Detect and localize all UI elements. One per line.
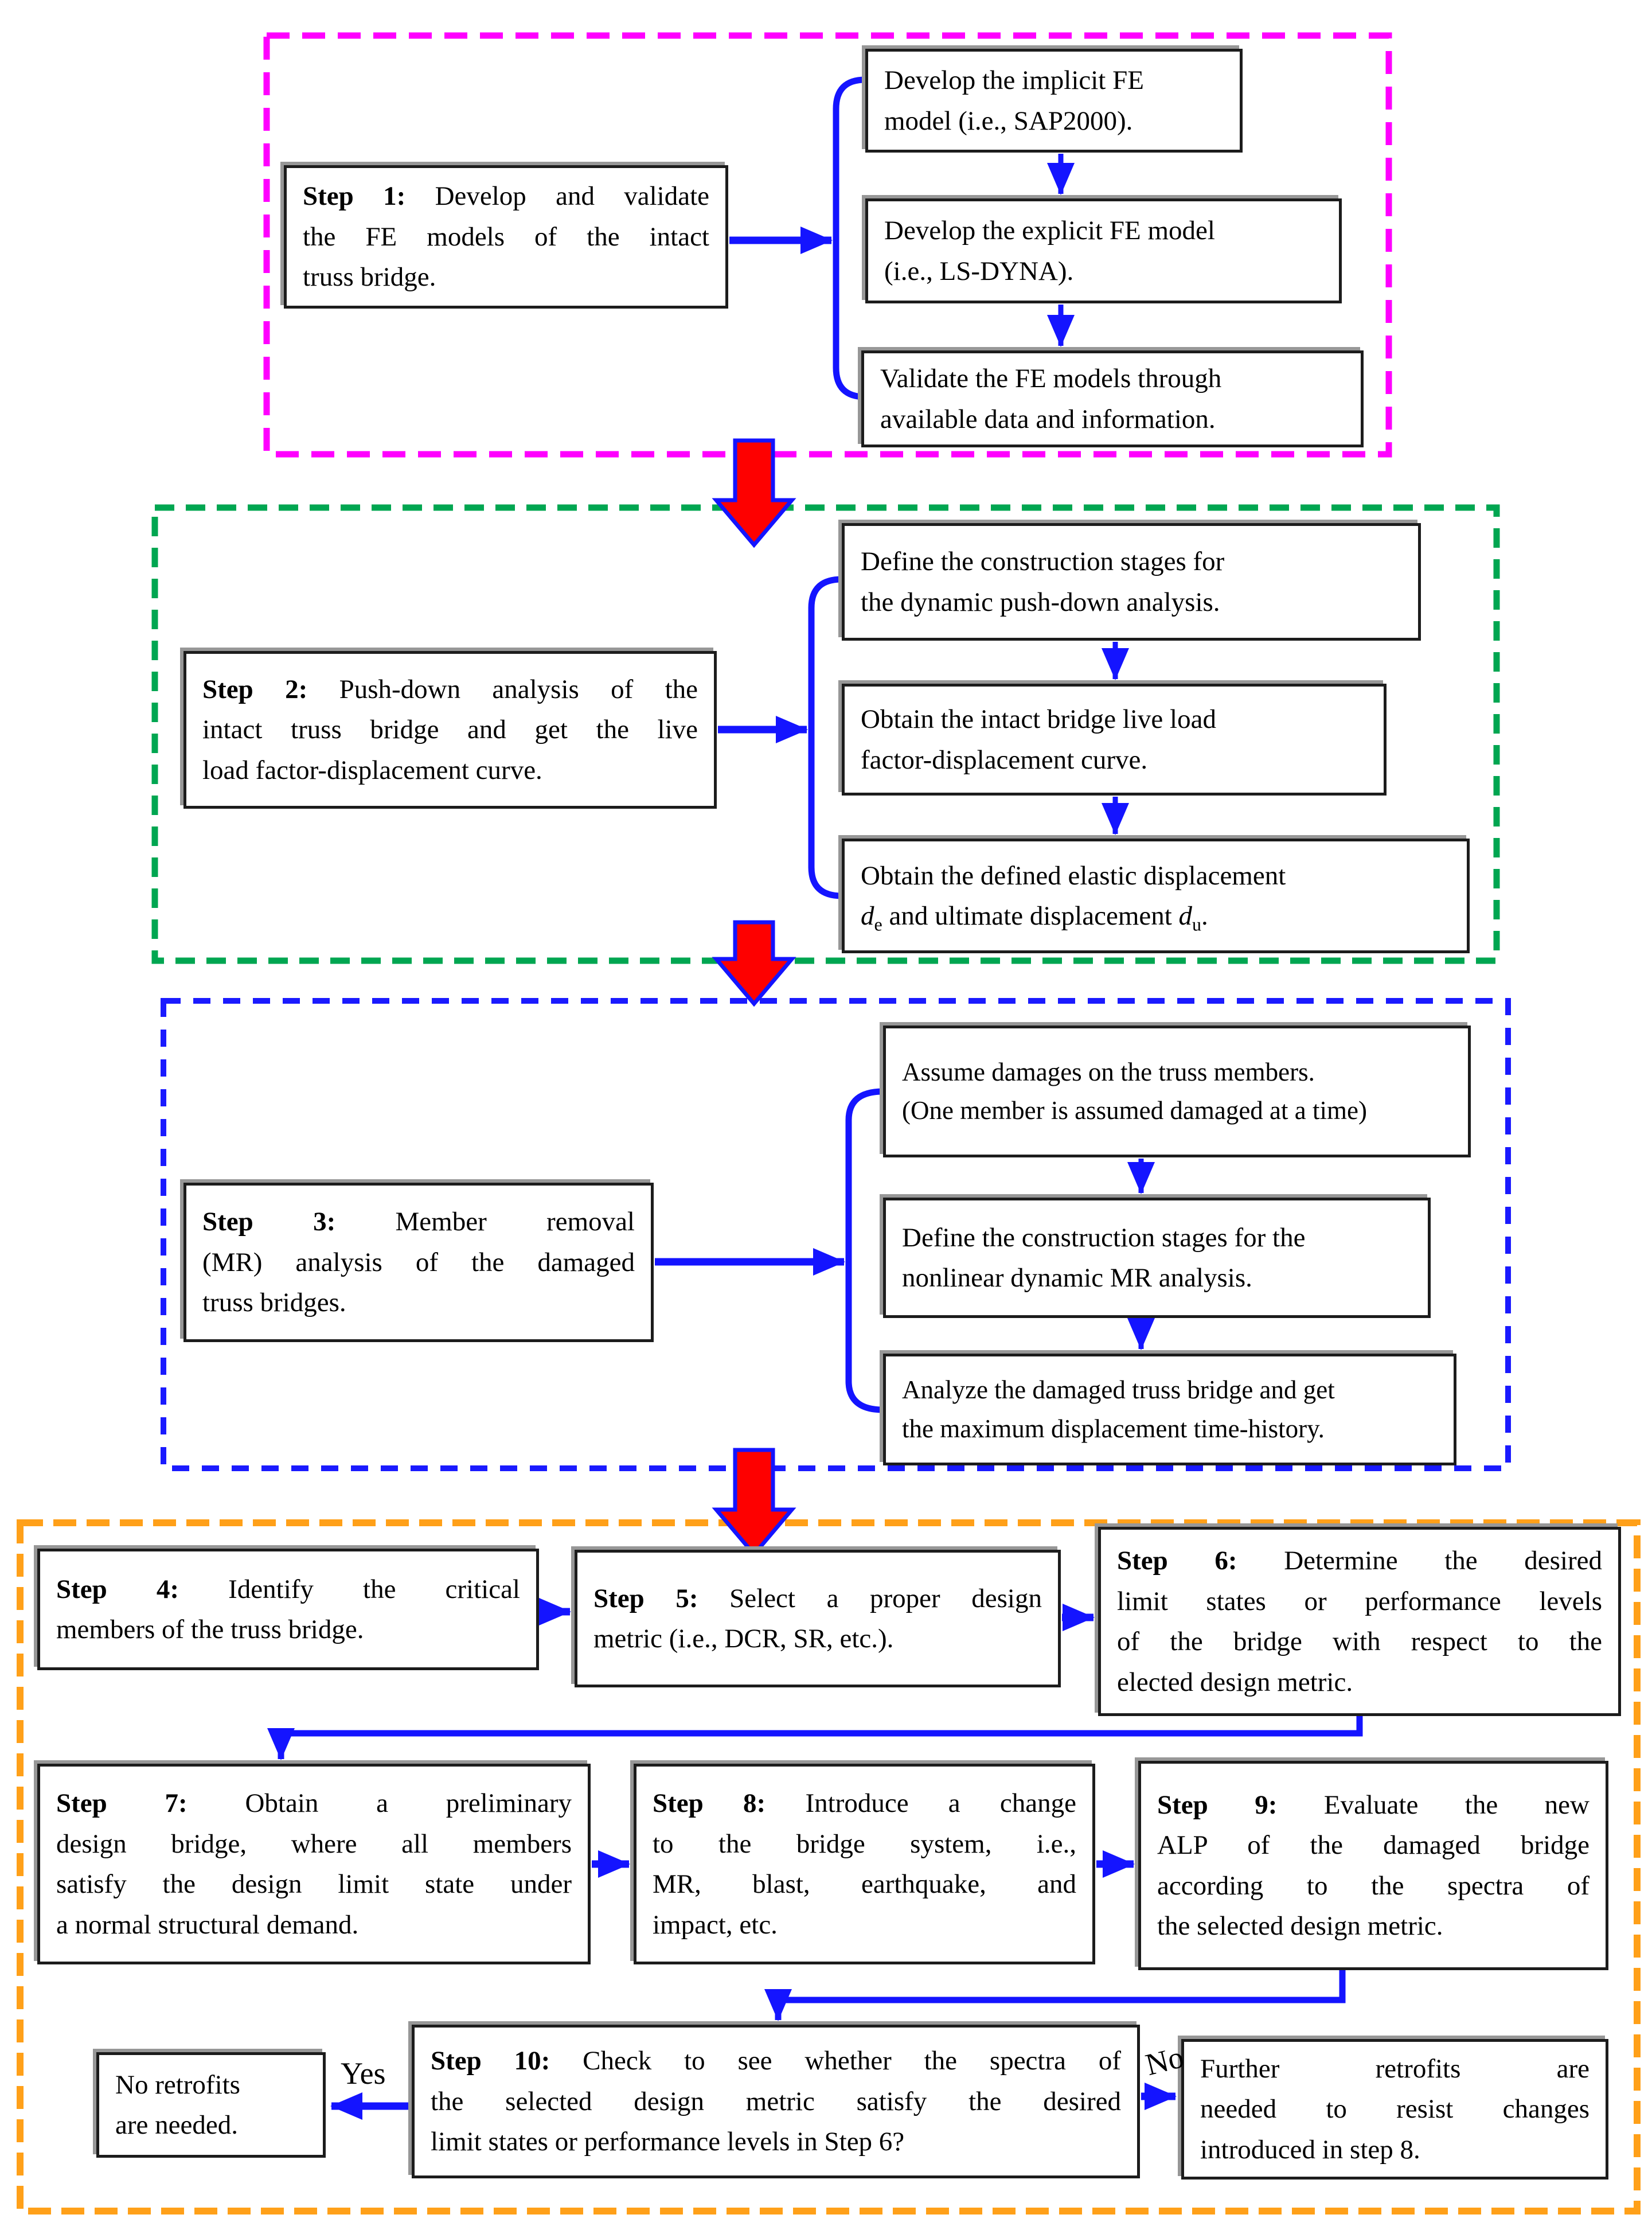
step8-box: Step 8: Introduce a change to the bridge system, i.e., MR, blast, earthquake, and impact, etc. <box>634 1764 1095 1964</box>
step4-box: Step 4: Identify the critical members of the truss bridge. <box>37 1549 539 1670</box>
displacement-symbols-line: $d_e$ and ultimate displacement $d_u$. <box>861 901 1208 935</box>
no-label: No <box>1142 2039 1188 2083</box>
step7-label: Step 7: <box>56 1788 188 1818</box>
red-arrow-section3-section4 <box>716 1450 792 1554</box>
step1-box: Step 1: Develop and validate the FE models of the intact truss bridge. <box>284 165 728 309</box>
step8-label: Step 8: <box>653 1788 766 1818</box>
step9-label: Step 9: <box>1157 1789 1278 1820</box>
step3-label: Step 3: <box>202 1207 336 1237</box>
connector-step9-step10 <box>778 1970 1342 2020</box>
develop-explicit-fe-box: Develop the explicit FE model (i.e., LS-DYNA). <box>865 198 1342 303</box>
obtain-displacements-box: Obtain the defined elastic displacement $d_e$ and ultimate displacement $d_u$. <box>842 839 1470 953</box>
validate-fe-models-box: Validate the FE models through available data and information. <box>861 350 1364 447</box>
step3-box: Step 3: Member removal (MR) analysis of the damaged truss bridges. <box>183 1183 654 1342</box>
define-mr-stages-box: Define the construction stages for the nonlinear dynamic MR analysis. <box>883 1198 1431 1318</box>
step7-box: Step 7: Obtain a preliminary design bridge, where all members satisfy the design limit state under a normal structural demand. <box>37 1764 591 1964</box>
define-pushdown-stages-box: Define the construction stages for the dynamic push-down analysis. <box>842 523 1421 641</box>
step6-box: Step 6: Determine the desired limit states or performance levels of the bridge with respect to the elected design metric. <box>1098 1527 1621 1716</box>
connector-step6-step7 <box>281 1716 1360 1759</box>
step4-label: Step 4: <box>56 1574 179 1604</box>
section3-bracket <box>849 1091 883 1410</box>
step9-box: Step 9: Evaluate the new ALP of the damaged bridge according to the spectra of the selected design metric. <box>1138 1761 1608 1970</box>
step5-box: Step 5: Select a proper design metric (i.e., DCR, SR, etc.). <box>575 1550 1061 1687</box>
step10-box: Step 10: Check to see whether the spectra of the selected design metric satisfy the desired limit states or performance levels in Step 6? <box>412 2025 1140 2178</box>
further-retrofits-box: Further retrofits are needed to resist changes introduced in step 8. <box>1181 2039 1608 2180</box>
step1-label: Step 1: <box>303 181 406 212</box>
analyze-damaged-bridge-box: Analyze the damaged truss bridge and get the maximum displacement time-history. <box>883 1354 1456 1465</box>
no-retrofits-box: No retrofits are needed. <box>96 2052 326 2158</box>
step2-label: Step 2: <box>202 674 308 704</box>
section2-bracket <box>811 579 842 896</box>
red-arrow-section2-section3 <box>716 922 792 1004</box>
step6-label: Step 6: <box>1117 1546 1237 1576</box>
assume-damages-box: Assume damages on the truss members. (One member is assumed damaged at a time) <box>883 1026 1471 1157</box>
obtain-live-load-curve-box: Obtain the intact bridge live load factor-displacement curve. <box>842 684 1387 796</box>
step10-label: Step 10: <box>431 2046 550 2076</box>
section1-bracket <box>836 80 865 397</box>
step5-label: Step 5: <box>593 1583 698 1613</box>
yes-label: Yes <box>341 2056 386 2091</box>
red-arrow-section1-section2 <box>716 440 792 545</box>
develop-implicit-fe-box: Develop the implicit FE model (i.e., SAP2000). <box>865 49 1243 153</box>
step2-box: Step 2: Push-down analysis of the intact truss bridge and get the live load factor-displacement curve. <box>183 651 717 809</box>
